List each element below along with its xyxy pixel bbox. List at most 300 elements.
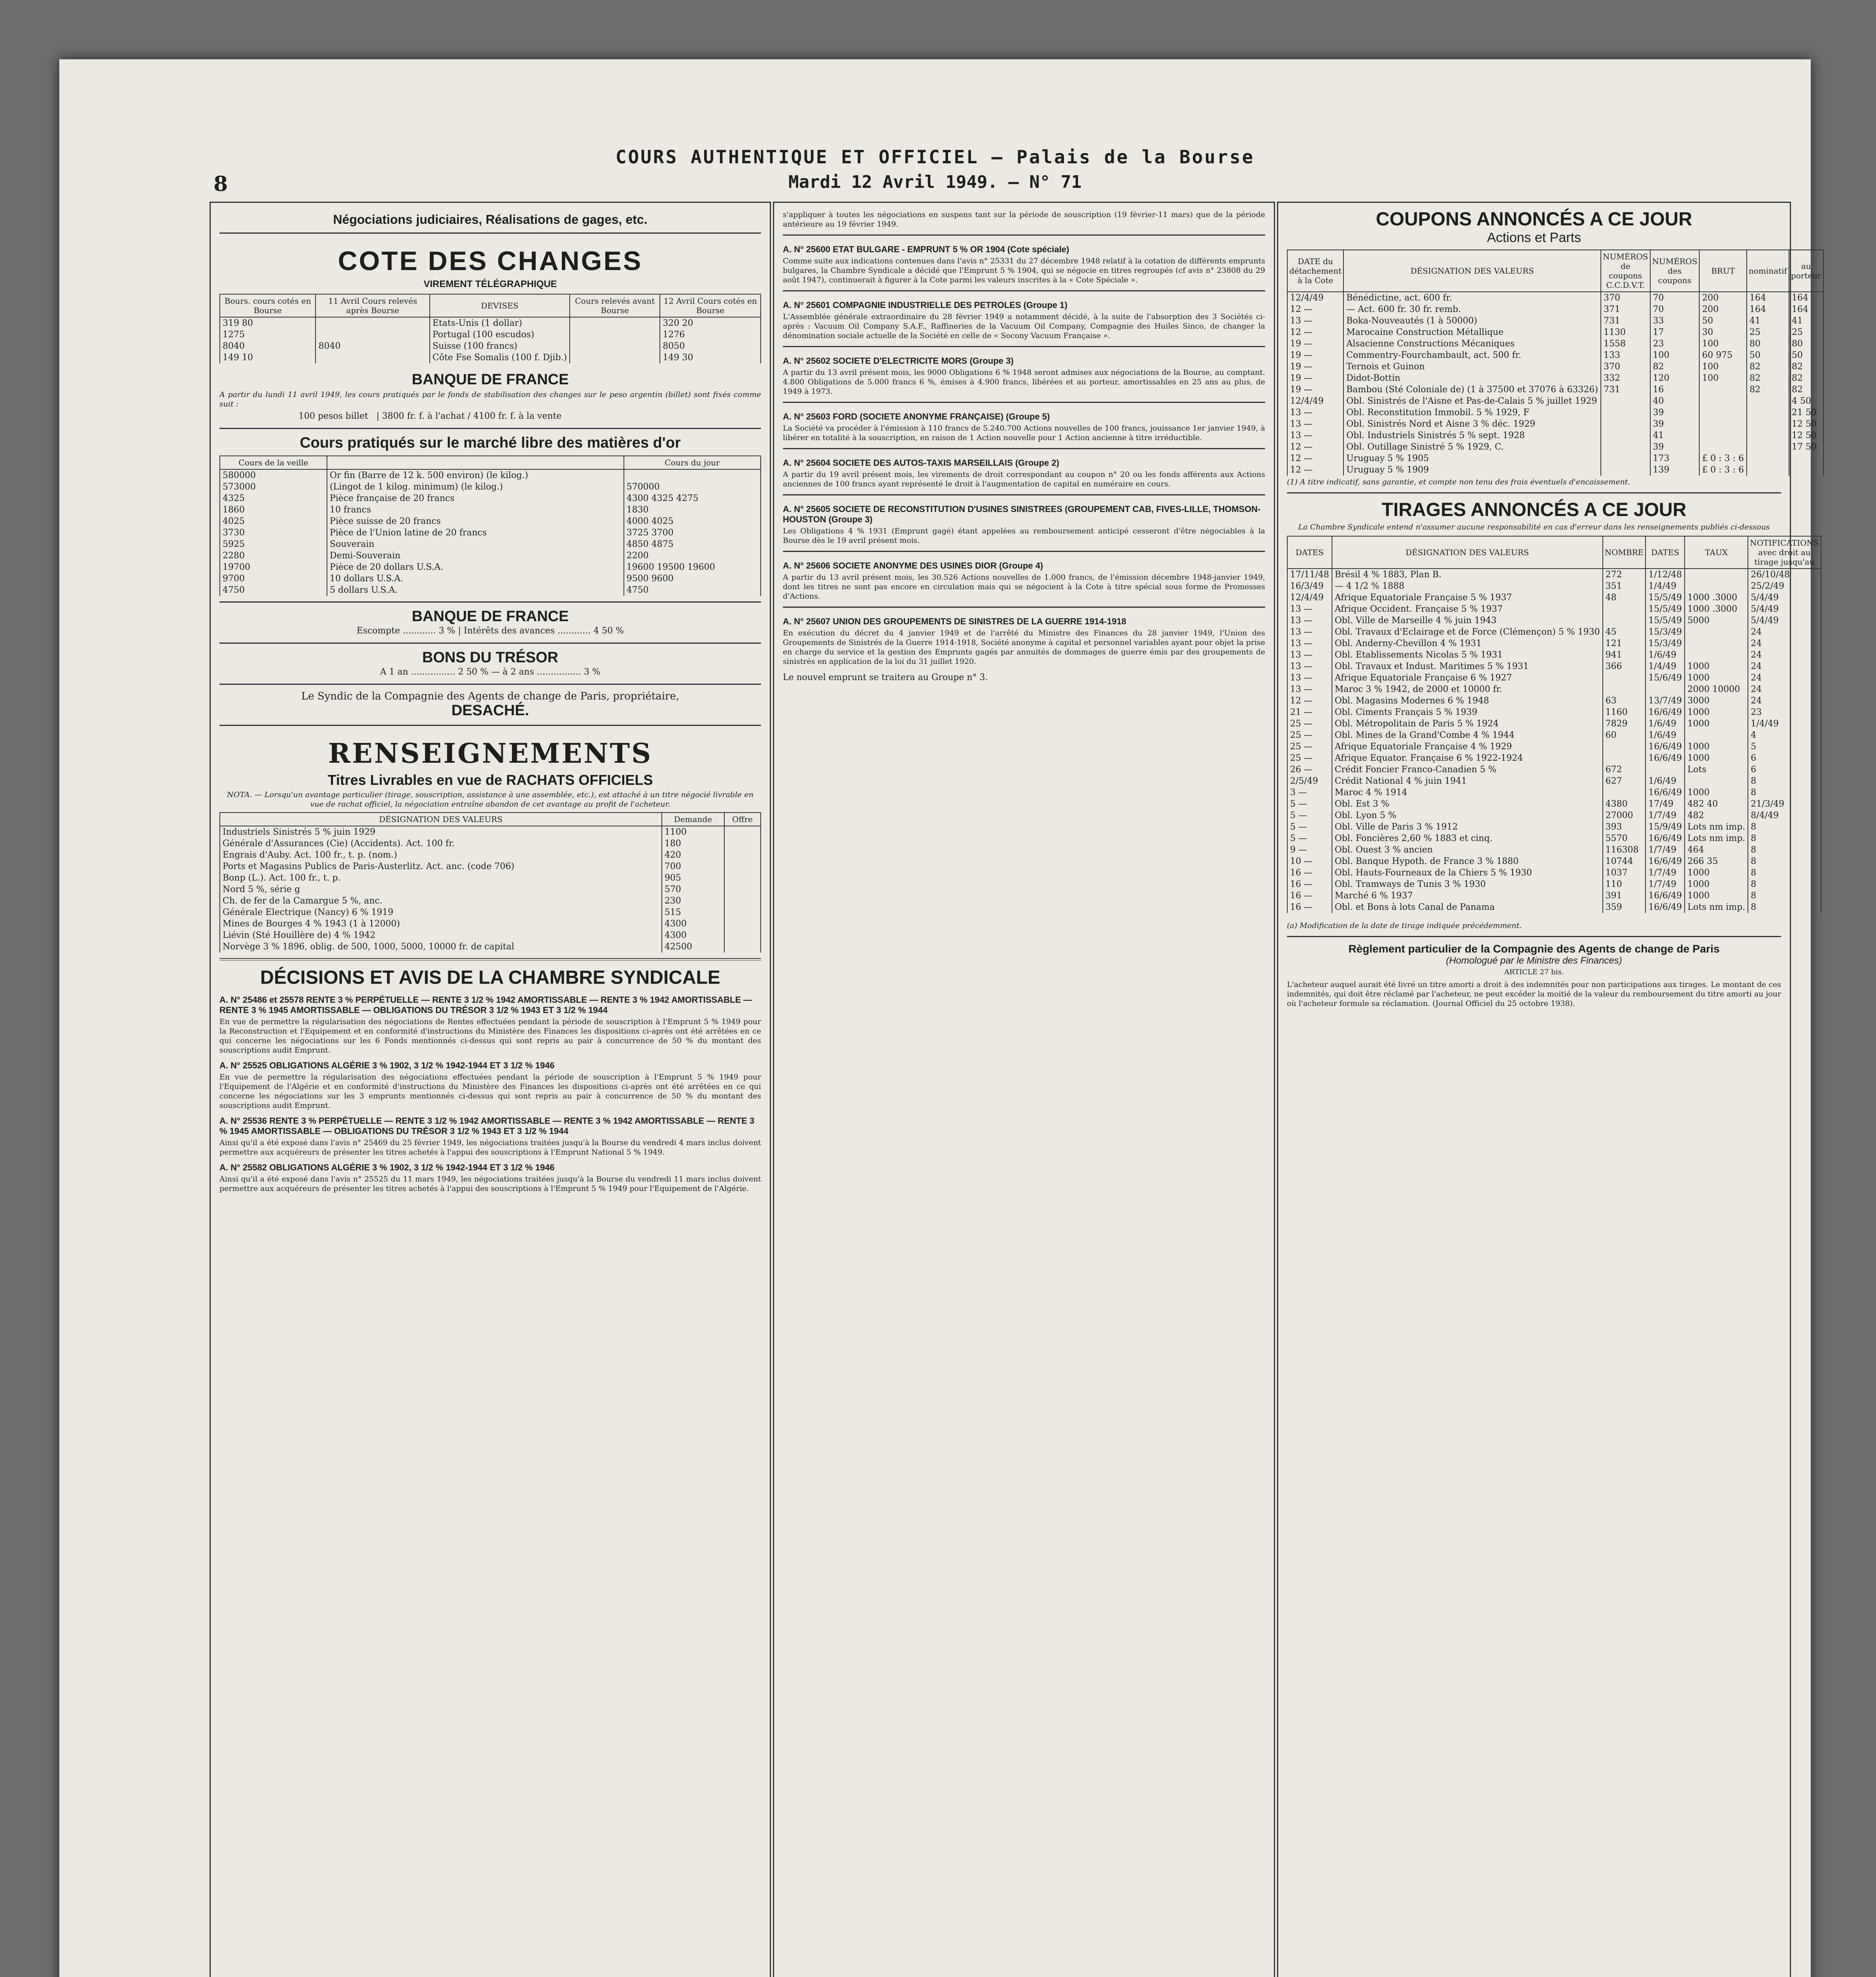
or-row bbox=[220, 584, 761, 596]
or-cell: 1830 bbox=[624, 504, 761, 516]
tirages-row bbox=[1287, 661, 1821, 672]
tirages-cell: 2/5/49 bbox=[1287, 775, 1332, 787]
tirages-cell: Obl. Ville de Marseille 4 % juin 1943 bbox=[1332, 615, 1603, 626]
reglement-article: ARTICLE 27 bis. bbox=[1504, 968, 1564, 976]
tirages-cell: 27000 bbox=[1603, 810, 1646, 821]
rens-cell: Nord 5 %, série g bbox=[220, 884, 662, 895]
tirages-cell: 2000 10000 bbox=[1685, 684, 1748, 695]
notice-heading: A. N° 25606 SOCIETE ANONYME DES USINES DIOR (Groupe 4) bbox=[783, 561, 1043, 571]
coupons-cell: 200 bbox=[1699, 304, 1747, 315]
tirages-cell: 1000 bbox=[1685, 672, 1748, 684]
notice-heading: A. N° 25603 FORD (SOCIETE ANONYME FRANÇAISE) (Groupe 5) bbox=[783, 412, 1050, 421]
changes-cell: 319 80 bbox=[220, 317, 316, 329]
changes-cell: 149 10 bbox=[220, 352, 316, 363]
coupons-cell: Obl. Industriels Sinistrés 5 % sept. 1928 bbox=[1343, 430, 1601, 441]
coupons-cell: 731 bbox=[1601, 315, 1650, 327]
or-row bbox=[220, 516, 761, 527]
changes-cell: 8040 bbox=[220, 340, 316, 352]
or-row bbox=[220, 527, 761, 539]
tirages-row bbox=[1287, 615, 1821, 626]
tirages-cell: Lots nm imp. bbox=[1685, 902, 1748, 913]
coupons-cell: 12/4/49 bbox=[1287, 292, 1343, 304]
tirages-cell: 482 bbox=[1685, 810, 1748, 821]
coupons-cell bbox=[1747, 418, 1789, 430]
tirages-cell: 15/5/49 bbox=[1646, 615, 1685, 626]
tirages-cell: 359 bbox=[1603, 902, 1646, 913]
tirages-cell: 16/6/49 bbox=[1646, 752, 1685, 764]
tirages-cell: 16/6/49 bbox=[1646, 741, 1685, 752]
closing-note: Le nouvel emprunt se traitera au Groupe n° 3. bbox=[783, 673, 988, 682]
or-cell: 580000 bbox=[220, 469, 327, 481]
tirages-cell bbox=[1685, 580, 1748, 592]
coupons-cell bbox=[1601, 441, 1650, 453]
tirages-row bbox=[1287, 879, 1821, 890]
coupons-row bbox=[1287, 464, 1823, 476]
tirages-cell: 1/7/49 bbox=[1646, 879, 1685, 890]
tirages-header: NOTIFICATIONS avec droit au tirage jusqu'au bbox=[1748, 536, 1821, 569]
coupons-cell: 13 — bbox=[1287, 315, 1343, 327]
newspaper-page bbox=[59, 59, 1821, 1977]
tirages-note: (a) Modification de la date de tirage indiquée précédemment. bbox=[1287, 921, 1522, 930]
coupons-row bbox=[1287, 453, 1823, 464]
tirages-cell: 1/6/49 bbox=[1646, 718, 1685, 730]
or-cell: Or fin (Barre de 12 k. 500 environ) (le kilog.) bbox=[327, 469, 624, 481]
coupons-cell: 1558 bbox=[1601, 338, 1650, 350]
or-cell: 4750 bbox=[624, 584, 761, 596]
rens-cell bbox=[724, 930, 761, 941]
coupons-row bbox=[1287, 407, 1823, 418]
coupons-cell: 82 bbox=[1747, 372, 1789, 384]
changes-cell bbox=[570, 329, 660, 340]
rens-cell: 180 bbox=[662, 838, 724, 849]
tirages-cell: 13 — bbox=[1287, 638, 1332, 649]
or-cell: Pièce française de 20 francs bbox=[327, 493, 624, 504]
tirages-cell: Obl. Est 3 % bbox=[1332, 798, 1603, 810]
or-row bbox=[220, 481, 761, 493]
or-cell bbox=[624, 469, 761, 481]
decision-25486: A. N° 25486 et 25578 RENTE 3 % PERPÉTUELLE — RENTE 3 1/2 % 1942 AMORTISSABLE — RENTE 3 % 1942 AMORTISSABLE — RENTE 3 % 1945 AMORTISSABLE — OBLIGATIONS DU TRÉSOR 3 1/2 % 1943 ET 3 1/2 % 1944 bbox=[219, 995, 752, 1015]
tirages-cell: 3 — bbox=[1287, 787, 1332, 798]
coupons-cell bbox=[1699, 430, 1747, 441]
coupons-cell: 25 bbox=[1789, 327, 1823, 338]
tirages-row bbox=[1287, 638, 1821, 649]
coupons-cell bbox=[1747, 464, 1789, 476]
tirages-cell bbox=[1685, 569, 1748, 580]
tirages-cell: 941 bbox=[1603, 649, 1646, 661]
rens-table bbox=[219, 812, 761, 953]
tirages-cell: 8 bbox=[1748, 856, 1821, 867]
or-table bbox=[219, 456, 761, 596]
coupons-cell: Obl. Sinistrés Nord et Aisne 3 % déc. 1929 bbox=[1343, 418, 1601, 430]
coupons-cell: 23 bbox=[1650, 338, 1700, 350]
tirages-cell: Afrique Equatoriale Française 5 % 1937 bbox=[1332, 592, 1603, 603]
or-cell: 10 francs bbox=[327, 504, 624, 516]
changes-cell: 8050 bbox=[660, 340, 761, 352]
rens-header: Offre bbox=[724, 813, 761, 826]
decision-25536: A. N° 25536 RENTE 3 % PERPÉTUELLE — RENTE 3 1/2 % 1942 AMORTISSABLE — RENTE 3 % 1942 AMORTISSABLE — RENTE 3 % 1945 AMORTISSABLE — OBLIGATIONS DU TRÉSOR 3 1/2 % 1943 ET 3 1/2 % 1944 bbox=[219, 1116, 755, 1136]
tirages-cell: 25 — bbox=[1287, 752, 1332, 764]
rens-row bbox=[220, 895, 761, 907]
coupons-cell: 70 bbox=[1650, 304, 1700, 315]
coupons-cell: 13 — bbox=[1287, 430, 1343, 441]
tirages-cell: 8 bbox=[1748, 821, 1821, 833]
coupons-cell: 41 bbox=[1747, 315, 1789, 327]
tirages-cell: Obl. Banque Hypoth. de France 3 % 1880 bbox=[1332, 856, 1603, 867]
coupons-cell bbox=[1747, 395, 1789, 407]
tirages-cell: 16/6/49 bbox=[1646, 787, 1685, 798]
notice-item bbox=[783, 234, 1265, 285]
coupons-cell: 370 bbox=[1601, 292, 1650, 304]
tirages-row bbox=[1287, 592, 1821, 603]
tirages-row bbox=[1287, 867, 1821, 879]
coupons-cell: Commentry-Fourchambault, act. 500 fr. bbox=[1343, 350, 1601, 361]
or-header bbox=[327, 456, 624, 469]
coupons-cell bbox=[1601, 464, 1650, 476]
tirages-cell: 5/4/49 bbox=[1748, 615, 1821, 626]
notice-item bbox=[783, 494, 1265, 545]
tirages-cell: 1000 bbox=[1685, 718, 1748, 730]
coupons-cell: 12 — bbox=[1287, 327, 1343, 338]
notice-text: En exécution du décret du 4 janvier 1949 et de l'arrêté du Ministre des Finances du 28 janvier 1949, l'Union des Groupements de Sinistrés de la Guerre 1914-1918, Société anonyme à capital et personnel variables ayant pour objet la prise en charge du service et la gestion des Emprunts gagés par annuités de dommages de guerre émis par des groupements de sinistrés en application de la loi du 31 juillet 1920. bbox=[783, 629, 1265, 666]
coupons-cell: Bénédictine, act. 600 fr. bbox=[1343, 292, 1601, 304]
tirages-cell bbox=[1685, 638, 1748, 649]
coupons-cell: 41 bbox=[1650, 430, 1700, 441]
or-row bbox=[220, 539, 761, 550]
coupons-cell: 12 — bbox=[1287, 304, 1343, 315]
tirages-cell: Crédit National 4 % juin 1941 bbox=[1332, 775, 1603, 787]
tirages-cell: Obl. Ciments Français 5 % 1939 bbox=[1332, 707, 1603, 718]
coupons-cell: 82 bbox=[1650, 361, 1700, 372]
tirages-cell: Obl. et Bons à lots Canal de Panama bbox=[1332, 902, 1603, 913]
tirages-cell: 672 bbox=[1603, 764, 1646, 775]
reglement-subtitle: (Homologué par le Ministre des Finances) bbox=[1446, 955, 1622, 966]
tirages-row bbox=[1287, 844, 1821, 856]
coupons-header: DÉSIGNATION DES VALEURS bbox=[1343, 250, 1601, 292]
tirages-cell: 121 bbox=[1603, 638, 1646, 649]
changes-header: Cours relevés avant Bourse bbox=[570, 294, 660, 317]
tirages-cell: 1000 bbox=[1685, 867, 1748, 879]
rens-cell bbox=[724, 838, 761, 849]
or-cell: 4000 4025 bbox=[624, 516, 761, 527]
tirages-cell: 627 bbox=[1603, 775, 1646, 787]
tirages-cell: 25 — bbox=[1287, 730, 1332, 741]
tirages-row bbox=[1287, 787, 1821, 798]
notice-item bbox=[783, 290, 1265, 340]
tirages-cell: Obl. Travaux d'Eclairage et de Force (Clémençon) 5 % 1930 bbox=[1332, 626, 1603, 638]
tirages-cell: 15/3/49 bbox=[1646, 626, 1685, 638]
notice-item bbox=[783, 607, 1265, 666]
tirages-row bbox=[1287, 833, 1821, 844]
notice-heading: A. N° 25607 UNION DES GROUPEMENTS DE SINISTRES DE LA GUERRE 1914-1918 bbox=[783, 616, 1126, 626]
tirages-cell: 1000 .3000 bbox=[1685, 592, 1748, 603]
tirages-cell: 5 bbox=[1748, 741, 1821, 752]
coupons-row bbox=[1287, 372, 1823, 384]
tirages-cell: 24 bbox=[1748, 684, 1821, 695]
coupons-cell: 82 bbox=[1747, 361, 1789, 372]
changes-cell: Etats-Unis (1 dollar) bbox=[430, 317, 570, 329]
tirages-cell: Lots nm imp. bbox=[1685, 833, 1748, 844]
tirages-cell: Marché 6 % 1937 bbox=[1332, 890, 1603, 902]
coupons-subtitle: Actions et Parts bbox=[1487, 230, 1581, 245]
coupons-cell: 40 bbox=[1650, 395, 1700, 407]
coupons-cell: 80 bbox=[1789, 338, 1823, 350]
coupons-cell bbox=[1747, 441, 1789, 453]
or-row bbox=[220, 573, 761, 584]
tirages-cell: 15/6/49 bbox=[1646, 672, 1685, 684]
rens-cell: Ch. de fer de la Camargue 5 %, anc. bbox=[220, 895, 662, 907]
tirages-cell: 16/6/49 bbox=[1646, 890, 1685, 902]
tirages-cell bbox=[1603, 741, 1646, 752]
tirages-cell: 5 — bbox=[1287, 798, 1332, 810]
coupons-cell: 200 bbox=[1699, 292, 1747, 304]
changes-header: Bours. cours cotés en Bourse bbox=[220, 294, 316, 317]
tirages-cell: Maroc 4 % 1914 bbox=[1332, 787, 1603, 798]
notice-text: Les Obligations 4 % 1931 (Emprunt gagé) étant appelées au remboursement anticipé cesseront d'être négociables à la Bourse dès le 19 avril présent mois. bbox=[783, 527, 1265, 545]
tirages-cell: 13 — bbox=[1287, 672, 1332, 684]
rens-row bbox=[220, 918, 761, 930]
tirages-cell: 8 bbox=[1748, 844, 1821, 856]
or-cell: (Lingot de 1 kilog. minimum) (le kilog.) bbox=[327, 481, 624, 493]
tirages-cell: 26/10/48 bbox=[1748, 569, 1821, 580]
tirages-cell: 15/5/49 bbox=[1646, 592, 1685, 603]
coupons-cell: 13 — bbox=[1287, 418, 1343, 430]
rens-cell: 515 bbox=[662, 907, 724, 918]
rens-cell: 700 bbox=[662, 861, 724, 872]
changes-cell: 320 20 bbox=[660, 317, 761, 329]
coupons-cell: 82 bbox=[1789, 361, 1823, 372]
coupons-cell: Alsacienne Constructions Mécaniques bbox=[1343, 338, 1601, 350]
tirages-cell: 110 bbox=[1603, 879, 1646, 890]
reglement-text: L'acheteur auquel aurait été livré un titre amorti a droit à des indemnités pour non participations aux tirages. Le montant de ces indemnités, qui doit être réclamé par l'acheteur, ne peut excéder la moitié de la valeur du remboursement du titre amorti au jour où l'acheteur formule sa réclamation. (Journal Officiel du 25 octobre 1938). bbox=[1287, 980, 1781, 1008]
coupons-note: (1) A titre indicatif, sans garantie, et compte non tenu des frais éventuels d'encaissement. bbox=[1287, 478, 1630, 486]
tirages-cell: 1/4/49 bbox=[1646, 580, 1685, 592]
tirages-cell bbox=[1646, 684, 1685, 695]
rens-row bbox=[220, 941, 761, 953]
rens-cell: 42500 bbox=[662, 941, 724, 953]
or-row bbox=[220, 493, 761, 504]
tirages-cell: 1/6/49 bbox=[1646, 730, 1685, 741]
tirages-cell: 17/11/48 bbox=[1287, 569, 1332, 580]
coupons-cell bbox=[1699, 441, 1747, 453]
tirages-cell: 10744 bbox=[1603, 856, 1646, 867]
or-cell: 9700 bbox=[220, 573, 327, 584]
tirages-cell: Obl. Mines de la Grand'Combe 4 % 1944 bbox=[1332, 730, 1603, 741]
or-cell: 4750 bbox=[220, 584, 327, 596]
tirages-cell: 13 — bbox=[1287, 626, 1332, 638]
changes-cell bbox=[570, 352, 660, 363]
or-cell: 4850 4875 bbox=[624, 539, 761, 550]
tirages-cell: 25/2/49 bbox=[1748, 580, 1821, 592]
rens-cell: Ports et Magasins Publics de Paris-Austerlitz. Act. anc. (code 706) bbox=[220, 861, 662, 872]
tirages-header: DATES bbox=[1287, 536, 1332, 569]
tirages-row bbox=[1287, 752, 1821, 764]
tirages-row bbox=[1287, 730, 1821, 741]
banque2-title: BANQUE DE FRANCE bbox=[412, 608, 569, 625]
or-cell: 19700 bbox=[220, 561, 327, 573]
or-cell: Souverain bbox=[327, 539, 624, 550]
tirages-cell: 1/7/49 bbox=[1646, 844, 1685, 856]
rens-cell: 1100 bbox=[662, 826, 724, 838]
rens-row bbox=[220, 849, 761, 861]
coupons-cell: Uruguay 5 % 1905 bbox=[1343, 453, 1601, 464]
coupons-cell bbox=[1699, 418, 1747, 430]
tirages-cell: 16/3/49 bbox=[1287, 580, 1332, 592]
or-cell: 5 dollars U.S.A. bbox=[327, 584, 624, 596]
tirages-row bbox=[1287, 902, 1821, 913]
coupons-cell bbox=[1601, 430, 1650, 441]
tirages-cell: 13 — bbox=[1287, 603, 1332, 615]
coupons-cell: 12 — bbox=[1287, 441, 1343, 453]
coupons-row bbox=[1287, 384, 1823, 395]
rens-cell: 570 bbox=[662, 884, 724, 895]
tirages-cell: Afrique Equator. Française 6 % 1922-1924 bbox=[1332, 752, 1603, 764]
tirages-cell bbox=[1603, 752, 1646, 764]
coupons-cell: Obl. Outillage Sinistré 5 % 1929, C. bbox=[1343, 441, 1601, 453]
tirages-row bbox=[1287, 798, 1821, 810]
tirages-row bbox=[1287, 810, 1821, 821]
tirages-cell: Obl. Foncières 2,60 % 1883 et cinq. bbox=[1332, 833, 1603, 844]
tirages-cell: 5/4/49 bbox=[1748, 603, 1821, 615]
tirages-cell: 16 — bbox=[1287, 879, 1332, 890]
changes-row bbox=[220, 317, 761, 329]
rens-cell bbox=[724, 872, 761, 884]
tirages-cell: 1000 bbox=[1685, 661, 1748, 672]
or-cell: 2200 bbox=[624, 550, 761, 561]
tirages-cell: 16/6/49 bbox=[1646, 902, 1685, 913]
coupons-cell: 19 — bbox=[1287, 384, 1343, 395]
coupons-cell: 16 bbox=[1650, 384, 1700, 395]
bons-line: A 1 an ................ 2 50 % — à 2 ans ................ 3 % bbox=[380, 667, 601, 677]
tirages-cell: 15/5/49 bbox=[1646, 603, 1685, 615]
rens-row bbox=[220, 930, 761, 941]
tirages-cell: 1160 bbox=[1603, 707, 1646, 718]
notices-list bbox=[783, 234, 1265, 666]
rens-row bbox=[220, 861, 761, 872]
tirages-cell: 5570 bbox=[1603, 833, 1646, 844]
rens-title: RENSEIGNEMENTS bbox=[328, 738, 653, 769]
coupons-cell bbox=[1747, 453, 1789, 464]
coupons-cell: 19 — bbox=[1287, 361, 1343, 372]
tirages-table bbox=[1287, 536, 1821, 913]
coupons-cell: Obl. Sinistrés de l'Aisne et Pas-de-Calais 5 % juillet 1929 bbox=[1343, 395, 1601, 407]
tirages-cell: 8 bbox=[1748, 867, 1821, 879]
tirages-cell: 5 — bbox=[1287, 810, 1332, 821]
rens-subtitle: Titres Livrables en vue de RACHATS OFFICIELS bbox=[327, 772, 653, 788]
changes-cell bbox=[316, 329, 429, 340]
column-left bbox=[210, 202, 771, 1977]
changes-table bbox=[219, 294, 761, 363]
tirages-cell: 10 — bbox=[1287, 856, 1332, 867]
or-cell: 10 dollars U.S.A. bbox=[327, 573, 624, 584]
coupons-cell bbox=[1601, 453, 1650, 464]
notice-item bbox=[783, 551, 1265, 601]
tirages-cell: 16/6/49 bbox=[1646, 833, 1685, 844]
tirages-cell: 4 bbox=[1748, 730, 1821, 741]
tirages-cell: 13 — bbox=[1287, 615, 1332, 626]
tirages-cell: Crédit Foncier Franco-Canadien 5 % bbox=[1332, 764, 1603, 775]
notice-item bbox=[783, 346, 1265, 396]
tirages-cell: 7829 bbox=[1603, 718, 1646, 730]
rens-cell bbox=[724, 907, 761, 918]
changes-cell: 1276 bbox=[660, 329, 761, 340]
coupons-cell: Boka-Nouveautés (1 à 50000) bbox=[1343, 315, 1601, 327]
tirages-cell: 1000 bbox=[1685, 741, 1748, 752]
tirages-cell: 48 bbox=[1603, 592, 1646, 603]
tirages-cell: 464 bbox=[1685, 844, 1748, 856]
coupons-cell: 30 bbox=[1699, 327, 1747, 338]
rens-cell: 905 bbox=[662, 872, 724, 884]
column-right bbox=[1277, 202, 1821, 1977]
or-cell: Pièce suisse de 20 francs bbox=[327, 516, 624, 527]
tirages-cell bbox=[1603, 603, 1646, 615]
tirages-cell: 351 bbox=[1603, 580, 1646, 592]
tirages-cell: — 4 1/2 % 1888 bbox=[1332, 580, 1603, 592]
notice-heading: A. N° 25604 SOCIETE DES AUTOS-TAXIS MARSEILLAIS (Groupe 2) bbox=[783, 458, 1060, 468]
tirages-cell: 8 bbox=[1748, 775, 1821, 787]
tirages-cell bbox=[1685, 775, 1748, 787]
coupons-row bbox=[1287, 418, 1823, 430]
rens-cell: 4300 bbox=[662, 918, 724, 930]
coupons-header: NUMÉROS de coupons C.C.D.V.T. bbox=[1601, 250, 1650, 292]
or-cell: 4325 bbox=[220, 493, 327, 504]
col2-intro: s'appliquer à toutes les négociations en suspens tant sur la période de souscription (19 février-11 mars) que de la période antérieure au 19 février 1949. bbox=[783, 210, 1265, 229]
tirages-cell: 272 bbox=[1603, 569, 1646, 580]
coupons-cell: 82 bbox=[1789, 384, 1823, 395]
coupons-cell: 82 bbox=[1789, 372, 1823, 384]
tirages-cell: 16 — bbox=[1287, 902, 1332, 913]
rens-cell: Générale Electrique (Nancy) 6 % 1919 bbox=[220, 907, 662, 918]
notice-heading: A. N° 25601 COMPAGNIE INDUSTRIELLE DES PETROLES (Groupe 1) bbox=[783, 300, 1067, 310]
tirages-cell: 24 bbox=[1748, 638, 1821, 649]
tirages-cell: 63 bbox=[1603, 695, 1646, 707]
coupons-cell bbox=[1747, 407, 1789, 418]
or-cell: 1860 bbox=[220, 504, 327, 516]
coupons-cell bbox=[1601, 395, 1650, 407]
or-cell: 573000 bbox=[220, 481, 327, 493]
tirages-cell: 21 — bbox=[1287, 707, 1332, 718]
banque-text: A partir du lundi 11 avril 1949, les cours pratiqués par le fonds de stabilisation des changes sur le peso argentin (billet) sont fixés comme suit : bbox=[219, 390, 761, 408]
or-row bbox=[220, 469, 761, 481]
tirages-cell: 1000 bbox=[1685, 879, 1748, 890]
rens-header: Demande bbox=[662, 813, 724, 826]
coupons-cell: 21 50 bbox=[1789, 407, 1823, 418]
or-header: Cours du jour bbox=[624, 456, 761, 469]
column-middle bbox=[773, 202, 1275, 1977]
tirages-header: TAUX bbox=[1685, 536, 1748, 569]
tirages-cell bbox=[1685, 649, 1748, 661]
tirages-row bbox=[1287, 626, 1821, 638]
coupons-table bbox=[1287, 249, 1824, 476]
coupons-row bbox=[1287, 430, 1823, 441]
changes-cell: 149 30 bbox=[660, 352, 761, 363]
notice-item bbox=[783, 402, 1265, 442]
rens-cell: Mines de Bourges 4 % 1943 (1 à 12000) bbox=[220, 918, 662, 930]
coupons-cell: Obl. Reconstitution Immobil. 5 % 1929, F bbox=[1343, 407, 1601, 418]
reglement-title: Règlement particulier de la Compagnie des Agents de change de Paris bbox=[1348, 943, 1720, 955]
rens-cell: Liévin (Sté Houillère de) 4 % 1942 bbox=[220, 930, 662, 941]
rens-row bbox=[220, 838, 761, 849]
tirages-cell: 25 — bbox=[1287, 741, 1332, 752]
or-row bbox=[220, 550, 761, 561]
coupons-cell: 164 bbox=[1789, 292, 1823, 304]
changes-header: 11 Avril Cours relevés après Bourse bbox=[316, 294, 429, 317]
tirages-cell: Obl. Anderny-Chevillon 4 % 1931 bbox=[1332, 638, 1603, 649]
tirages-subtitle: La Chambre Syndicale entend n'assumer aucune responsabilité en cas d'erreur dans les renseignements publiés ci-dessous bbox=[1298, 523, 1770, 531]
tirages-cell: 1000 bbox=[1685, 787, 1748, 798]
coupons-cell: 731 bbox=[1601, 384, 1650, 395]
coupons-cell: 4 50 bbox=[1789, 395, 1823, 407]
tirages-cell: 1/6/49 bbox=[1646, 775, 1685, 787]
